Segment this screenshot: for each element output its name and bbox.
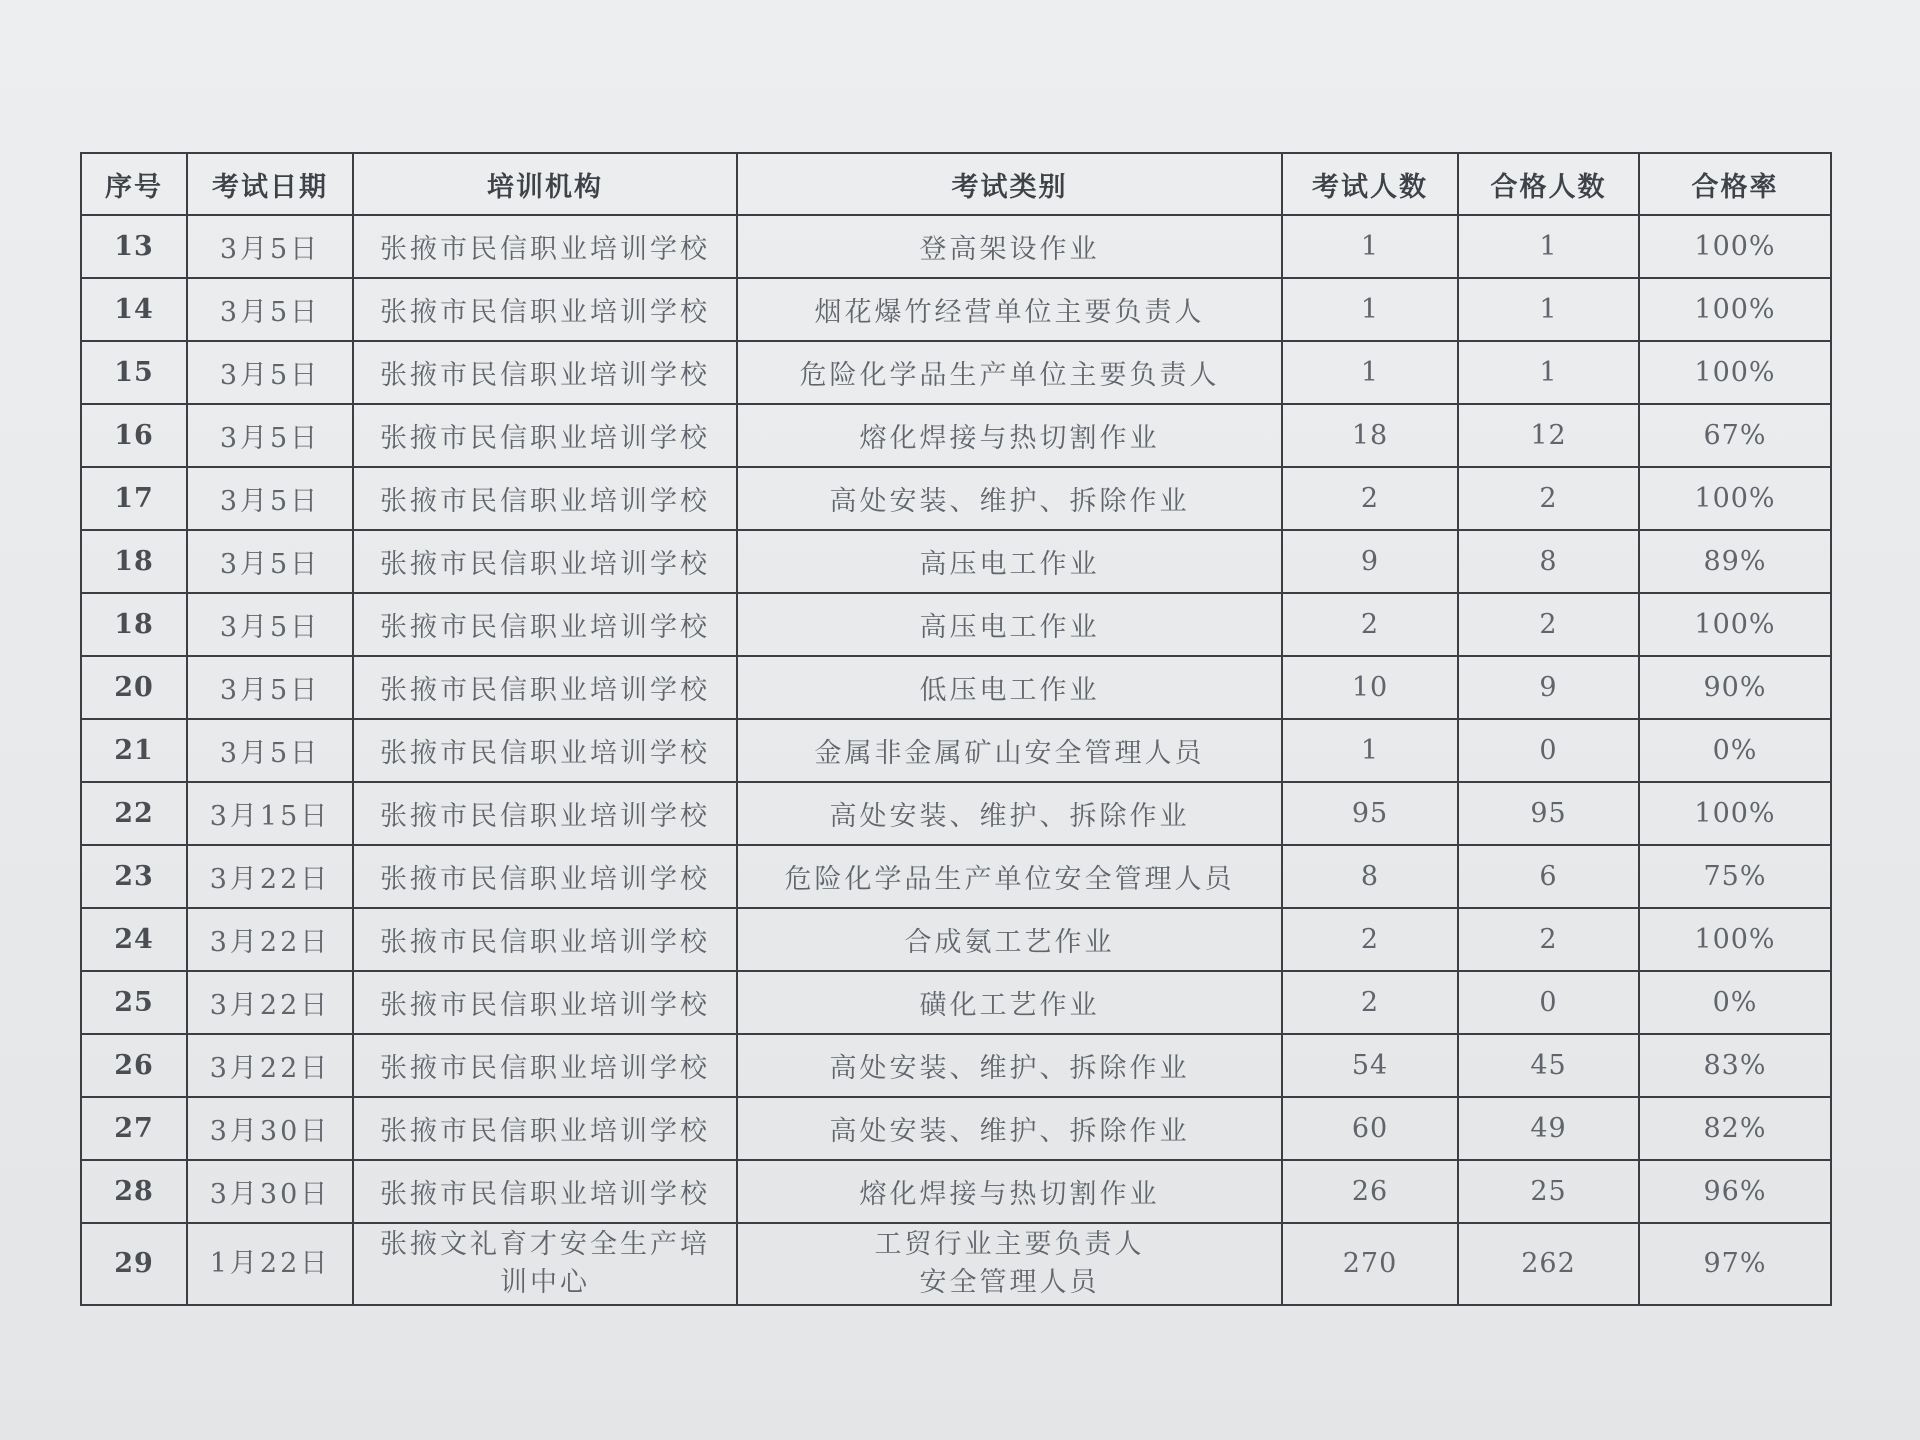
table-row xyxy=(81,1223,1831,1305)
cell-examinees: 9 xyxy=(1282,530,1458,593)
cell-passed: 2 xyxy=(1458,908,1639,971)
header-exam-category: 考试类别 xyxy=(737,153,1282,215)
cell-exam-category: 烟花爆竹经营单位主要负责人 xyxy=(737,278,1282,341)
cell-exam-category: 危险化学品生产单位安全管理人员 xyxy=(737,845,1282,908)
cell-pass-rate: 96% xyxy=(1639,1160,1831,1223)
cell-exam-category: 高处安装、维护、拆除作业 xyxy=(737,1034,1282,1097)
table-row xyxy=(81,1160,1831,1223)
cell-seq: 17 xyxy=(81,467,187,530)
cell-passed: 45 xyxy=(1458,1034,1639,1097)
table-row xyxy=(81,341,1831,404)
cell-exam-date: 3月22日 xyxy=(187,1034,353,1097)
table-row xyxy=(81,845,1831,908)
cell-exam-date: 3月5日 xyxy=(187,215,353,278)
cell-training-org: 张掖市民信职业培训学校 xyxy=(353,530,737,593)
cell-training-org xyxy=(353,1223,737,1305)
cell-seq: 24 xyxy=(81,908,187,971)
table-row xyxy=(81,278,1831,341)
cell-training-org: 张掖市民信职业培训学校 xyxy=(353,719,737,782)
cell-passed: 49 xyxy=(1458,1097,1639,1160)
cell-examinees: 2 xyxy=(1282,593,1458,656)
cell-exam-category-line1: 工贸行业主要负责人 xyxy=(874,1229,1145,1260)
table-row xyxy=(81,971,1831,1034)
cell-passed: 0 xyxy=(1458,719,1639,782)
cell-passed: 262 xyxy=(1458,1223,1639,1305)
cell-training-org: 张掖市民信职业培训学校 xyxy=(353,845,737,908)
header-seq: 序号 xyxy=(81,153,187,215)
cell-passed: 1 xyxy=(1458,278,1639,341)
cell-examinees: 1 xyxy=(1282,341,1458,404)
cell-seq: 21 xyxy=(81,719,187,782)
cell-exam-category: 低压电工作业 xyxy=(737,656,1282,719)
cell-pass-rate: 67% xyxy=(1639,404,1831,467)
cell-pass-rate: 100% xyxy=(1639,908,1831,971)
cell-seq: 18 xyxy=(81,593,187,656)
cell-exam-category: 高处安装、维护、拆除作业 xyxy=(737,782,1282,845)
cell-examinees: 18 xyxy=(1282,404,1458,467)
cell-exam-date: 3月22日 xyxy=(187,971,353,1034)
cell-passed: 25 xyxy=(1458,1160,1639,1223)
cell-exam-category: 磺化工艺作业 xyxy=(737,971,1282,1034)
header-training-org: 培训机构 xyxy=(353,153,737,215)
cell-exam-category: 熔化焊接与热切割作业 xyxy=(737,1160,1282,1223)
cell-seq: 26 xyxy=(81,1034,187,1097)
cell-exam-category: 金属非金属矿山安全管理人员 xyxy=(737,719,1282,782)
cell-exam-date: 3月5日 xyxy=(187,278,353,341)
cell-exam-category: 危险化学品生产单位主要负责人 xyxy=(737,341,1282,404)
cell-pass-rate: 90% xyxy=(1639,656,1831,719)
cell-seq: 20 xyxy=(81,656,187,719)
cell-pass-rate: 100% xyxy=(1639,278,1831,341)
cell-exam-date: 3月5日 xyxy=(187,719,353,782)
table-row xyxy=(81,908,1831,971)
cell-training-org: 张掖市民信职业培训学校 xyxy=(353,782,737,845)
cell-pass-rate: 100% xyxy=(1639,782,1831,845)
cell-pass-rate: 100% xyxy=(1639,215,1831,278)
cell-examinees: 95 xyxy=(1282,782,1458,845)
cell-examinees: 2 xyxy=(1282,467,1458,530)
cell-exam-category: 高处安装、维护、拆除作业 xyxy=(737,467,1282,530)
exam-results-table xyxy=(80,152,1832,1306)
cell-exam-category-line2: 安全管理人员 xyxy=(919,1267,1100,1298)
cell-exam-date: 3月5日 xyxy=(187,404,353,467)
cell-training-org: 张掖市民信职业培训学校 xyxy=(353,341,737,404)
cell-seq: 13 xyxy=(81,215,187,278)
cell-seq: 28 xyxy=(81,1160,187,1223)
cell-exam-date: 3月30日 xyxy=(187,1160,353,1223)
table-row xyxy=(81,404,1831,467)
cell-pass-rate: 82% xyxy=(1639,1097,1831,1160)
cell-pass-rate: 0% xyxy=(1639,971,1831,1034)
cell-exam-category: 登高架设作业 xyxy=(737,215,1282,278)
cell-passed: 8 xyxy=(1458,530,1639,593)
cell-passed: 2 xyxy=(1458,467,1639,530)
cell-passed: 9 xyxy=(1458,656,1639,719)
cell-exam-date: 3月5日 xyxy=(187,530,353,593)
header-passed: 合格人数 xyxy=(1458,153,1639,215)
cell-pass-rate: 83% xyxy=(1639,1034,1831,1097)
cell-exam-date: 3月22日 xyxy=(187,845,353,908)
cell-training-org: 张掖市民信职业培训学校 xyxy=(353,1160,737,1223)
cell-training-org: 张掖市民信职业培训学校 xyxy=(353,1097,737,1160)
cell-seq: 14 xyxy=(81,278,187,341)
table-row xyxy=(81,719,1831,782)
cell-training-org: 张掖市民信职业培训学校 xyxy=(353,656,737,719)
cell-seq: 25 xyxy=(81,971,187,1034)
cell-examinees: 10 xyxy=(1282,656,1458,719)
table-header-row xyxy=(81,153,1831,215)
cell-passed: 95 xyxy=(1458,782,1639,845)
cell-seq: 23 xyxy=(81,845,187,908)
cell-seq: 29 xyxy=(81,1223,187,1305)
cell-passed: 6 xyxy=(1458,845,1639,908)
cell-passed: 0 xyxy=(1458,971,1639,1034)
cell-examinees: 1 xyxy=(1282,215,1458,278)
cell-exam-category xyxy=(737,1223,1282,1305)
table-row xyxy=(81,593,1831,656)
cell-examinees: 54 xyxy=(1282,1034,1458,1097)
cell-seq: 16 xyxy=(81,404,187,467)
cell-passed: 2 xyxy=(1458,593,1639,656)
cell-examinees: 26 xyxy=(1282,1160,1458,1223)
cell-examinees: 1 xyxy=(1282,719,1458,782)
cell-seq: 15 xyxy=(81,341,187,404)
table-row xyxy=(81,656,1831,719)
cell-training-org-line2: 训中心 xyxy=(500,1267,590,1298)
cell-pass-rate: 100% xyxy=(1639,593,1831,656)
cell-training-org: 张掖市民信职业培训学校 xyxy=(353,593,737,656)
table-row xyxy=(81,215,1831,278)
cell-pass-rate: 89% xyxy=(1639,530,1831,593)
cell-examinees: 1 xyxy=(1282,278,1458,341)
header-exam-date: 考试日期 xyxy=(187,153,353,215)
cell-training-org-line1: 张掖文礼育才安全生产培 xyxy=(380,1229,710,1260)
cell-passed: 1 xyxy=(1458,215,1639,278)
cell-passed: 12 xyxy=(1458,404,1639,467)
cell-training-org: 张掖市民信职业培训学校 xyxy=(353,404,737,467)
cell-examinees: 8 xyxy=(1282,845,1458,908)
cell-training-org: 张掖市民信职业培训学校 xyxy=(353,1034,737,1097)
cell-examinees: 60 xyxy=(1282,1097,1458,1160)
cell-exam-category: 高处安装、维护、拆除作业 xyxy=(737,1097,1282,1160)
cell-training-org: 张掖市民信职业培训学校 xyxy=(353,278,737,341)
cell-pass-rate: 100% xyxy=(1639,467,1831,530)
cell-exam-date: 3月5日 xyxy=(187,656,353,719)
cell-exam-date: 3月5日 xyxy=(187,341,353,404)
cell-training-org: 张掖市民信职业培训学校 xyxy=(353,971,737,1034)
cell-training-org: 张掖市民信职业培训学校 xyxy=(353,215,737,278)
table-row xyxy=(81,1097,1831,1160)
table-row xyxy=(81,782,1831,845)
table-row xyxy=(81,530,1831,593)
header-examinees: 考试人数 xyxy=(1282,153,1458,215)
cell-exam-date: 3月5日 xyxy=(187,467,353,530)
cell-pass-rate: 100% xyxy=(1639,341,1831,404)
cell-exam-category: 合成氨工艺作业 xyxy=(737,908,1282,971)
cell-examinees: 270 xyxy=(1282,1223,1458,1305)
cell-pass-rate: 97% xyxy=(1639,1223,1831,1305)
cell-exam-category: 高压电工作业 xyxy=(737,593,1282,656)
cell-exam-category: 高压电工作业 xyxy=(737,530,1282,593)
cell-training-org: 张掖市民信职业培训学校 xyxy=(353,908,737,971)
header-pass-rate: 合格率 xyxy=(1639,153,1831,215)
cell-seq: 22 xyxy=(81,782,187,845)
cell-exam-date: 3月15日 xyxy=(187,782,353,845)
cell-seq: 27 xyxy=(81,1097,187,1160)
cell-exam-date: 3月30日 xyxy=(187,1097,353,1160)
table-row xyxy=(81,1034,1831,1097)
cell-exam-category: 熔化焊接与热切割作业 xyxy=(737,404,1282,467)
cell-seq: 18 xyxy=(81,530,187,593)
cell-exam-date: 1月22日 xyxy=(187,1223,353,1305)
cell-exam-date: 3月5日 xyxy=(187,593,353,656)
cell-examinees: 2 xyxy=(1282,908,1458,971)
cell-examinees: 2 xyxy=(1282,971,1458,1034)
cell-training-org: 张掖市民信职业培训学校 xyxy=(353,467,737,530)
cell-pass-rate: 75% xyxy=(1639,845,1831,908)
cell-exam-date: 3月22日 xyxy=(187,908,353,971)
cell-passed: 1 xyxy=(1458,341,1639,404)
cell-pass-rate: 0% xyxy=(1639,719,1831,782)
table-row xyxy=(81,467,1831,530)
